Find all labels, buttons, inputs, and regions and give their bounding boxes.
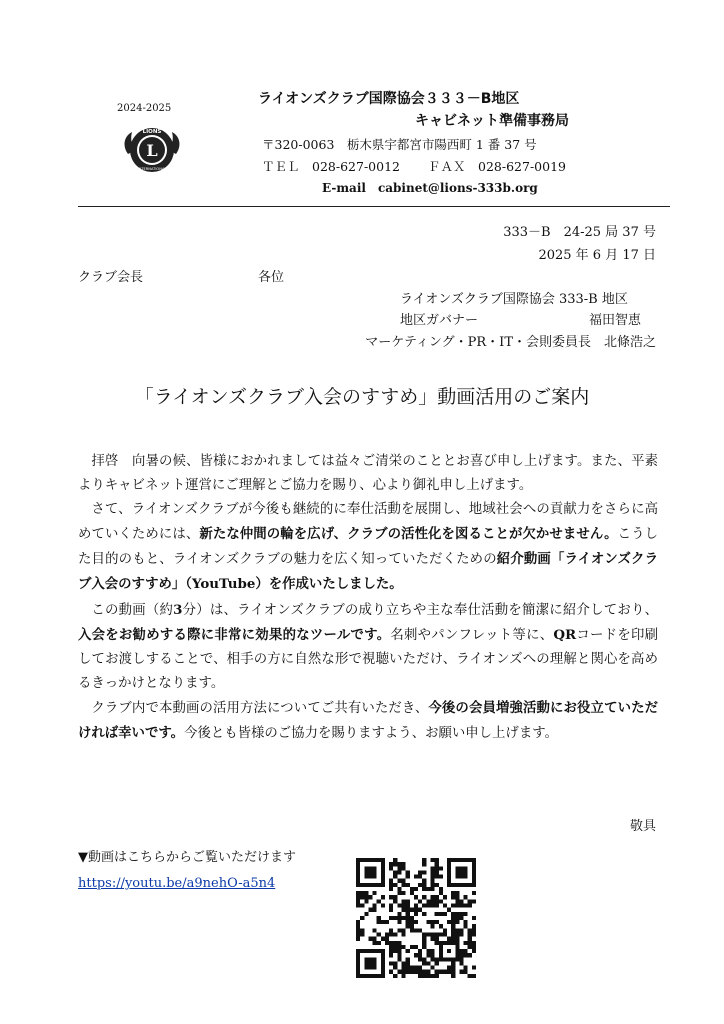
paragraph-purpose [78, 498, 658, 597]
text-span: 今後とも皆様のご協力を賜りますよう、お願い申し上げます。 [184, 726, 558, 742]
text-span: この動画（約 [91, 602, 174, 618]
letter-body [78, 450, 658, 746]
video-label: ▼動画はこちらからご覧いただけます [78, 850, 296, 865]
phone: ＴＥＬ 028-627-0012 [262, 159, 400, 174]
sender-org: ライオンズクラブ国際協会 333-B 地区 [400, 292, 628, 307]
recipient-honorific: 各位 [258, 270, 285, 285]
address: 〒320-0063 栃木県宇都宮市陽西町 1 番 37 号 [262, 137, 537, 152]
svg-text:LIONS: LIONS [142, 129, 162, 135]
text-span: コードを印刷してお渡しすることで、相手の方に自然な形で視聴いただけ、ライオンズへの理解と関心を高めるきっかけとなります。 [78, 627, 658, 691]
lions-logo [120, 118, 184, 182]
text-emphasis: QR [553, 626, 577, 643]
email: E-mail cabinet@lions-333b.org [322, 181, 538, 195]
video-link[interactable]: https://youtu.be/a9nehO-a5n4 [78, 876, 276, 891]
recipient-role: クラブ会長 [78, 270, 144, 285]
org-name: ライオンズクラブ国際協会３３３－B地区 [258, 91, 520, 107]
text-span: 分）は、ライオンズクラブの成り立ちや主な奉仕活動を簡潔に紹介しており、 [182, 602, 658, 618]
svg-text:L: L [146, 141, 158, 160]
text-emphasis: 紹介動画「ライオンズクラブ入会のすすめ」（YouTube）を作成いたしました。 [78, 551, 658, 593]
sender-committee: マーケティング・PR・IT・会則委員長 北條浩之 [365, 335, 656, 350]
closing-word: 敬具 [629, 819, 656, 834]
text-emphasis: 新たな仲間の輪を広げ、クラブの活性化を図ることが欠かせません。 [199, 526, 618, 543]
text-span: さて、ライオンズクラブが今後も継続的に奉仕活動を展開し、地域社会への貢献力をさらに高めていくためには、 [78, 502, 658, 543]
sender-title: 地区ガバナー [400, 313, 479, 328]
text-span: こうした目的のもと、ライオンズクラブの魅力を広く知っていただくための [78, 527, 658, 568]
document-title: 「ライオンズクラブ入会のすすめ」動画活用のご案内 [134, 386, 590, 408]
qr-code [356, 858, 476, 978]
paragraph-greeting: 拝啓 向暑の候、皆様におかれましては益々ご清栄のこととお喜び申し上げます。また、平素よりキャビネット運営にご理解とご協力を賜り、心より御礼申し上げます。 [78, 454, 658, 494]
document-date: 2025 年 6 月 17 日 [538, 248, 656, 263]
header-divider [78, 206, 670, 207]
paragraph-video [78, 598, 658, 696]
text-emphasis: 入会をお勧めする際に非常に効果的なツールです。 [78, 626, 391, 643]
text-emphasis: 今後の会員増強活動にお役立ていただければ幸いです。 [78, 699, 658, 742]
year-label: 2024-2025 [117, 103, 172, 114]
document-number: 333－B 24-25 局 37 号 [503, 225, 656, 240]
qr-modules [356, 858, 476, 978]
text-span: クラブ内で本動画の活用方法についてご共有いただき、 [91, 700, 429, 716]
fax: ＦＡＸ 028-627-0019 [428, 159, 566, 174]
paragraph-request [78, 696, 658, 746]
svg-text:INTERNATIONAL: INTERNATIONAL [137, 167, 167, 171]
text-span: 名刺やパンフレット等に、 [390, 627, 554, 643]
sender-name: 福田智恵 [589, 313, 642, 328]
org-office: キャビネット準備事務局 [415, 113, 569, 129]
text-emphasis: 3 [173, 601, 183, 618]
